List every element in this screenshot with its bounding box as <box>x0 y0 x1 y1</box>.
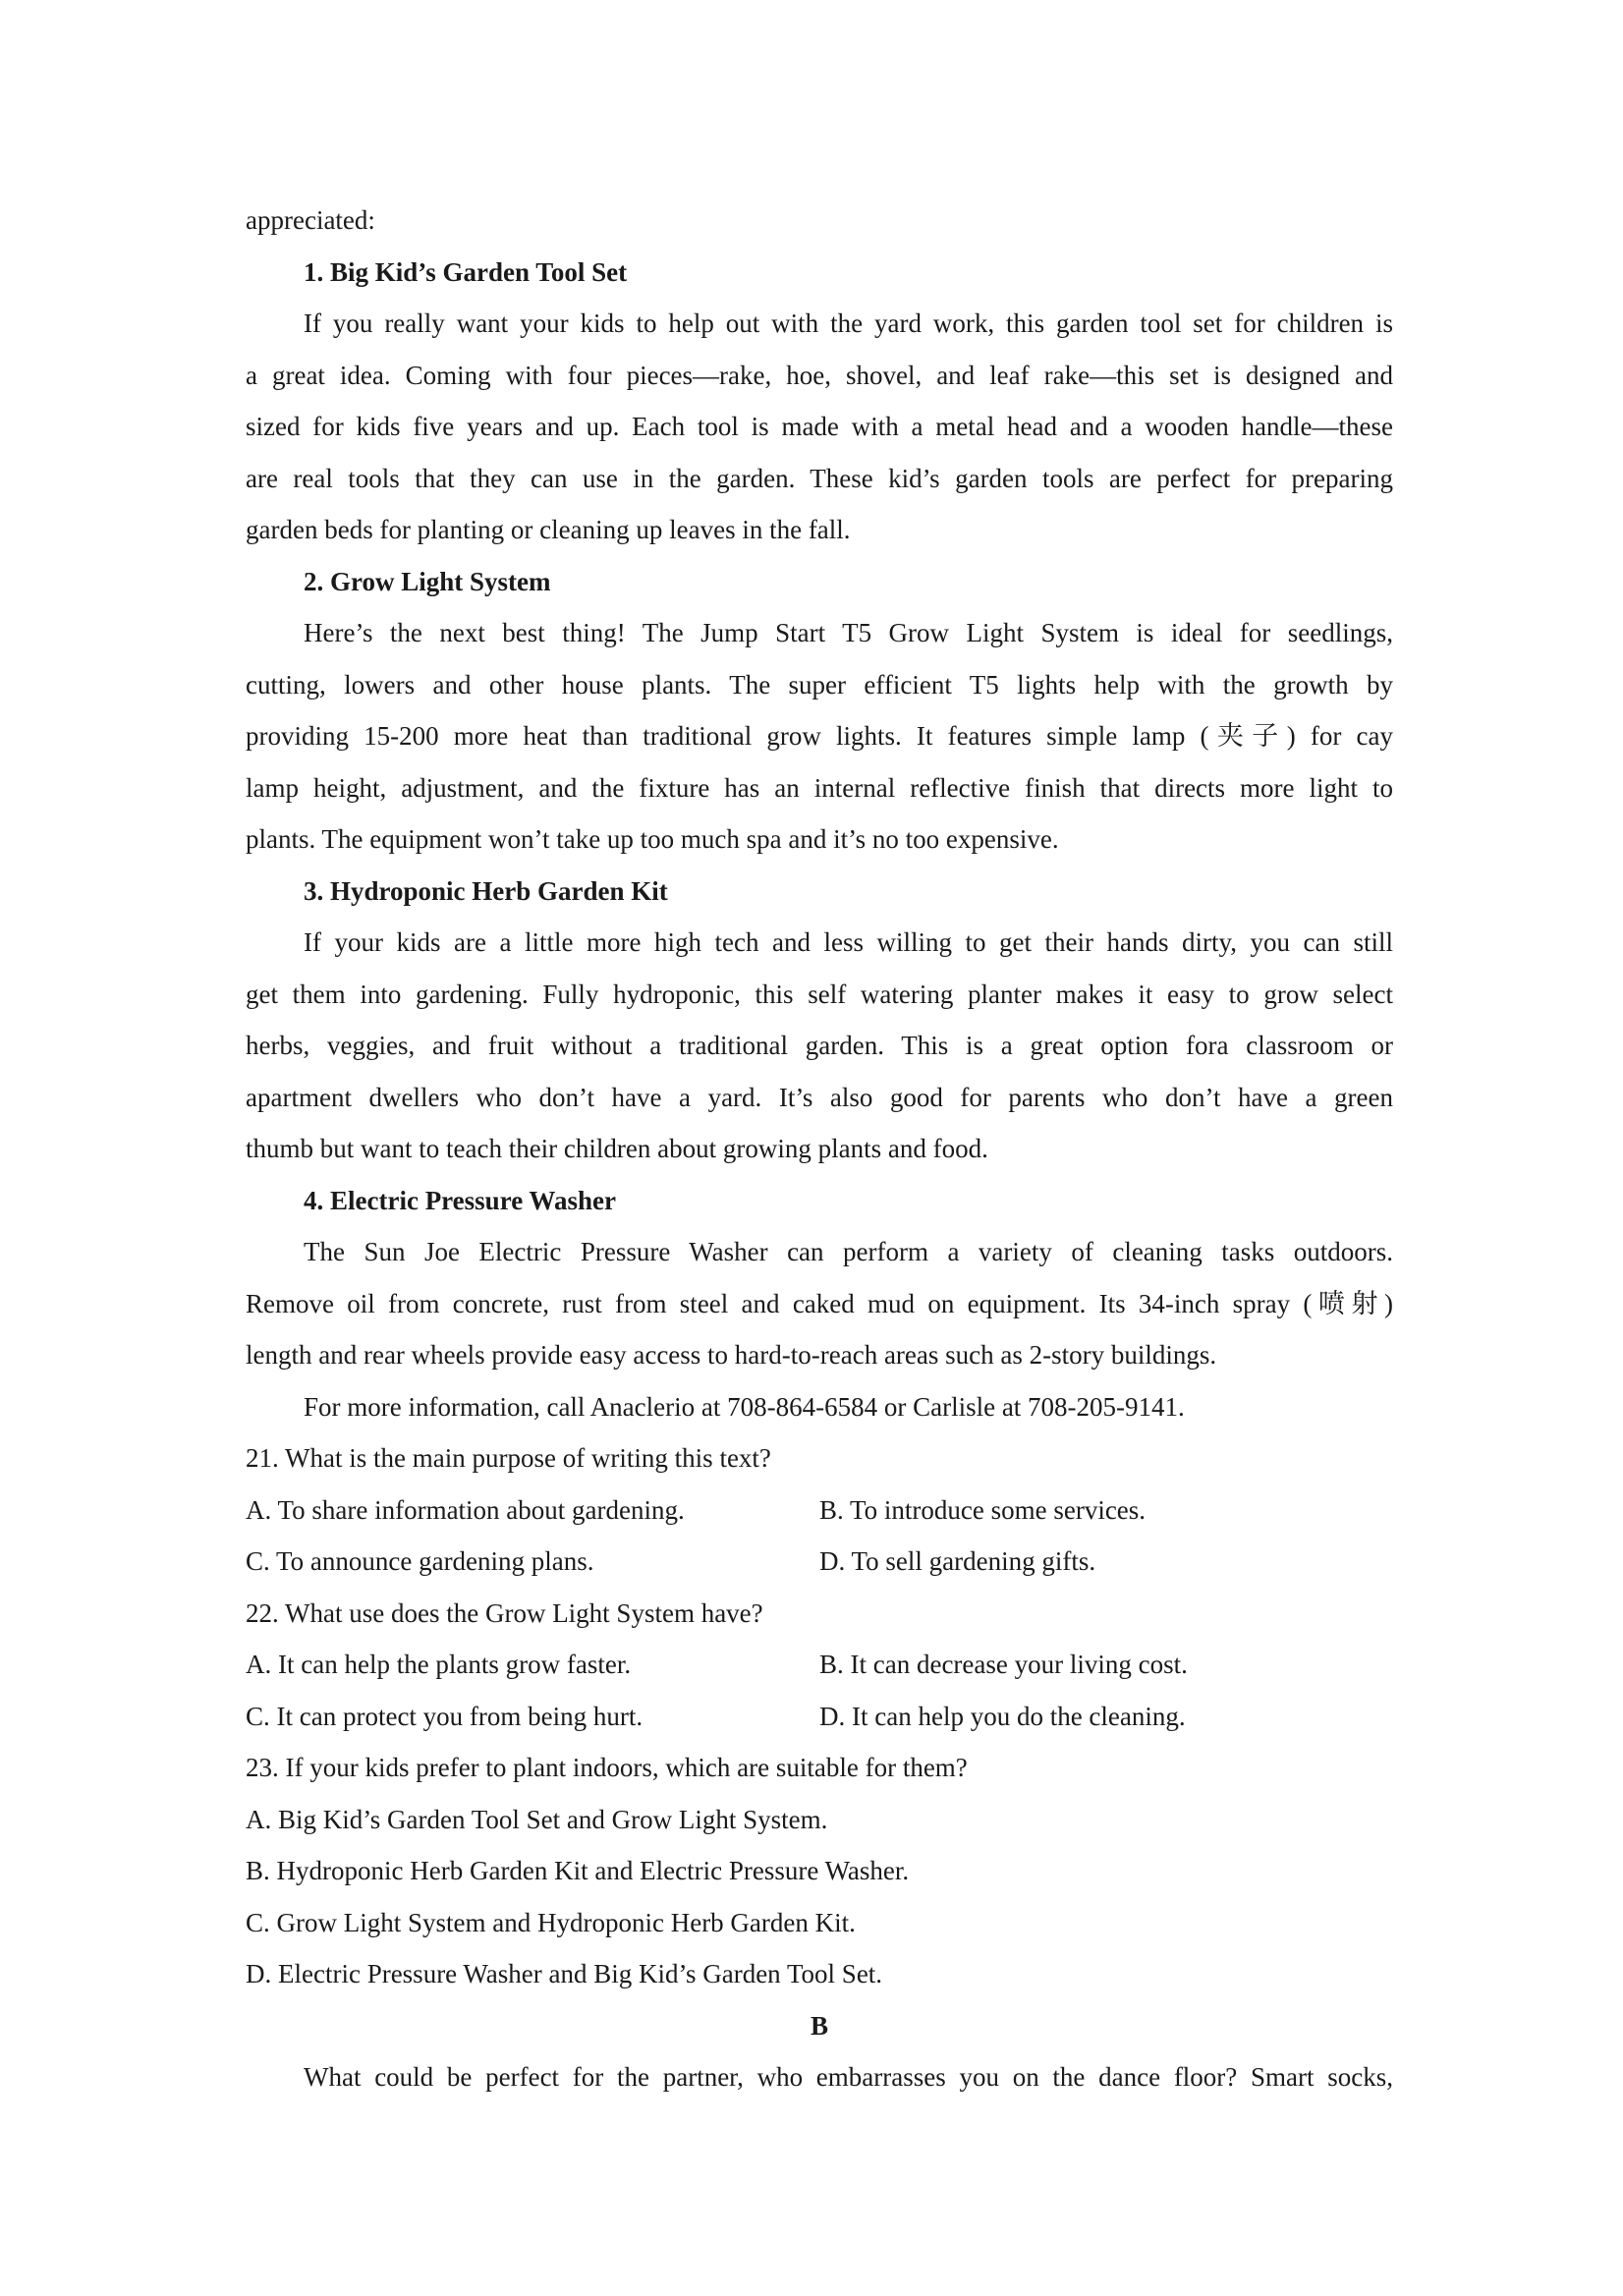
q21-option-b: B. To introduce some services. <box>819 1494 1147 1525</box>
item-2-line-3: providing 15-200 more heat than traditional grow lights. It features simple lamp (夹子) for cay <box>246 721 1393 751</box>
item-1-line-3: sized for kids five years and up. Each tool is made with a metal head and a wooden handle—these <box>246 412 1393 441</box>
item-1-line-1: If you really want your kids to help out with the yard work, this garden tool set for children is <box>304 308 1393 338</box>
item-4-heading: 4. Electric Pressure Washer <box>304 1185 616 1215</box>
item-1-line-2: a great idea. Coming with four pieces—rake, hoe, shovel, and leaf rake—this set is designed and <box>246 360 1393 390</box>
item-3-line-3: herbs, veggies, and fruit without a traditional garden. This is a great option fora classroom or <box>246 1031 1393 1060</box>
item-2-line-5: plants. The equipment won’t take up too much spa and it’s no too expensive. <box>246 824 1059 854</box>
q23-option-a: A. Big Kid’s Garden Tool Set and Grow Light System. <box>246 1804 828 1834</box>
item-4-line-1: The Sun Joe Electric Pressure Washer can perform a variety of cleaning tasks outdoors. <box>304 1237 1393 1266</box>
item-2-line-4: lamp height, adjustment, and the fixture has an internal reflective finish that directs more light to <box>246 772 1393 803</box>
q21-option-d: D. To sell gardening gifts. <box>819 1546 1096 1576</box>
contact-info: For more information, call Anaclerio at 708-864-6584 or Carlisle at 708-205-9141. <box>304 1391 1185 1422</box>
item-4-line-3: length and rear wheels provide easy access to hard-to-reach areas such as 2-story buildings. <box>246 1340 1217 1370</box>
item-1-line-5: garden beds for planting or cleaning up leaves in the fall. <box>246 515 851 544</box>
item-3-line-2: get them into gardening. Fully hydroponic, this self watering planter makes it easy to grow select <box>246 979 1393 1009</box>
passage-b-first-line: What could be perfect for the partner, who embarrasses you on the dance floor? Smart socks, <box>304 2062 1393 2092</box>
q21-option-a: A. To share information about gardening. <box>246 1494 685 1525</box>
q22-option-c: C. It can protect you from being hurt. <box>246 1701 644 1731</box>
q22-option-a: A. It can help the plants grow faster. <box>246 1650 632 1679</box>
q22-option-b: B. It can decrease your living cost. <box>819 1650 1188 1679</box>
item-3-heading: 3. Hydroponic Herb Garden Kit <box>304 875 668 906</box>
q21-options-row-2 <box>246 1536 1393 1588</box>
item-2-line-1: Here’s the next best thing! The Jump Start T5 Grow Light System is ideal for seedlings, <box>304 618 1393 647</box>
item-3-line-4: apartment dwellers who don’t have a yard. It’s also good for parents who don’t have a green <box>246 1082 1393 1112</box>
q22-options-row-1 <box>246 1639 1393 1691</box>
q21-option-c: C. To announce gardening plans. <box>246 1546 594 1576</box>
q22-options-row-2 <box>246 1691 1393 1743</box>
q23-option-d: D. Electric Pressure Washer and Big Kid’s Garden Tool Set. <box>246 1959 883 1988</box>
q21-stem: 21. What is the main purpose of writing this text? <box>246 1443 771 1473</box>
item-2-heading: 2. Grow Light System <box>304 566 551 596</box>
q22-option-d: D. It can help you do the cleaning. <box>819 1701 1186 1731</box>
item-4-line-2: Remove oil from concrete, rust from steel and caked mud on equipment. Its 34-inch spray (喷射) <box>246 1288 1393 1318</box>
q22-stem: 22. What use does the Grow Light System have? <box>246 1597 763 1628</box>
q23-stem: 23. If your kids prefer to plant indoors, which are suitable for them? <box>246 1753 968 1782</box>
item-1-line-4: are real tools that they can use in the garden. These kid’s garden tools are perfect for preparing <box>246 463 1393 493</box>
q21-options-row-1 <box>246 1484 1393 1537</box>
passage-b-label: B <box>810 2010 828 2041</box>
item-1-heading: 1. Big Kid’s Garden Tool Set <box>304 256 628 287</box>
item-3-line-5: thumb but want to teach their children about growing plants and food. <box>246 1134 988 1163</box>
document-page <box>246 195 1393 2103</box>
item-2-line-2: cutting, lowers and other house plants. The super efficient T5 lights help with the growth by <box>246 669 1393 700</box>
q23-option-b: B. Hydroponic Herb Garden Kit and Electric Pressure Washer. <box>246 1856 910 1885</box>
item-3-line-1: If your kids are a little more high tech and less willing to get their hands dirty, you can still <box>304 927 1393 957</box>
intro-end-text: appreciated: <box>246 205 375 235</box>
q23-option-c: C. Grow Light System and Hydroponic Herb Garden Kit. <box>246 1907 856 1937</box>
